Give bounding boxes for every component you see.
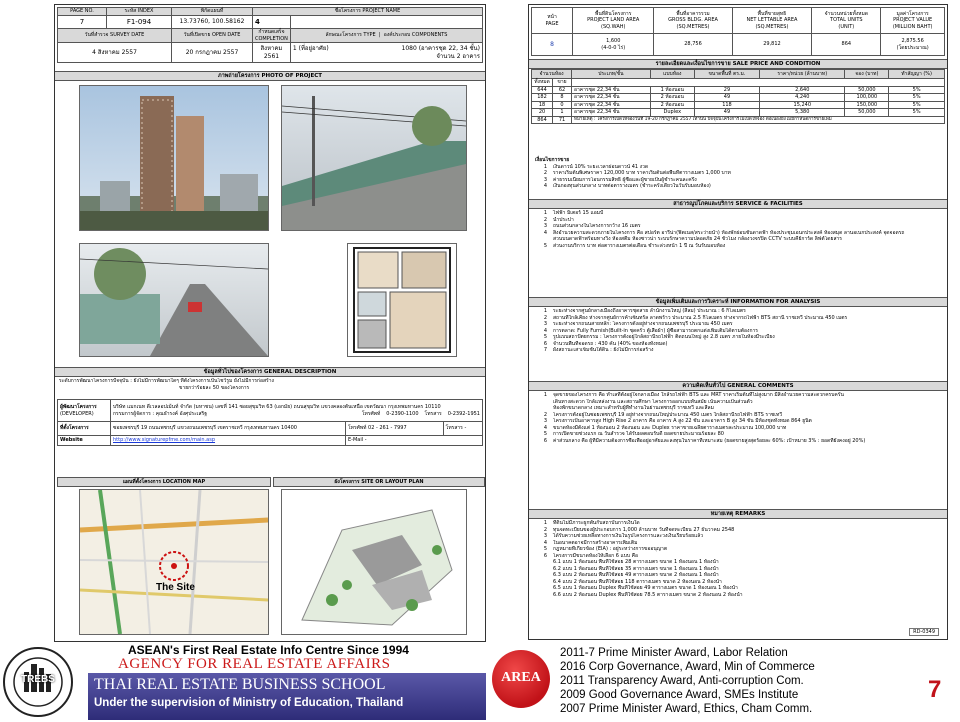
sale-h-booking: จอง (บาท) bbox=[845, 70, 889, 79]
sale-cell: Duplex bbox=[650, 109, 694, 117]
open-date-label: วันที่เปิดขาย OPEN DATE bbox=[172, 29, 253, 43]
remarks-section-title: หมายเหตุ REMARKS bbox=[529, 509, 947, 519]
info-text: การตลาด: Fully Furnish(Built-in ชุดครัว ตู้เสื้อผ้า) ผู้ซื้อสามารถตกแต่งเพิ่มเติมได้ตามต้องการ bbox=[553, 327, 758, 334]
remark-text: โครงการมีขนาดห้องให้เลือก 6 แบบ คือ bbox=[553, 552, 639, 559]
service-text: ถนนส่วนกลางในโครงการกว้าง 16 เมตร bbox=[553, 223, 641, 229]
sale-row bbox=[532, 94, 945, 102]
survey-date-value: 4 สิงหาคม 2557 bbox=[58, 43, 172, 63]
website-link[interactable]: http://www.signaturepfme.com/main.asp bbox=[113, 437, 216, 444]
sale-cell: 100,000 bbox=[845, 94, 889, 102]
sale-cell: 50,000 bbox=[845, 86, 889, 94]
sale-cell: 182 bbox=[532, 94, 553, 102]
layout-plan-title: ผังโครงการ SITE OR LAYOUT PLAN bbox=[273, 477, 485, 487]
photo-section-title: ภาพถ่ายโครงการ PHOTO OF PROJECT bbox=[55, 71, 485, 81]
summary-net-value: 29,812 bbox=[732, 34, 812, 56]
tel-label: โทรศัพท์ bbox=[361, 410, 381, 417]
developer-label-en: (DEVELOPER) bbox=[60, 410, 94, 417]
location-map-drawing bbox=[80, 490, 268, 634]
header-table: PAGE NO. ระหัส INDEX พิกัดแผนที่ ชื่อโครงการ PROJECT NAME 7 F1-094 13.73760, 100.58162 4 วันที่สำรวจ SURVEY DATE วันที่เปิดขาย OPEN DATE กำหนดเสร็จ COMPLETION ลักษณะโครงการ TYPE | องค์ประกอบ COMPONENTS 4 สิงหาคม 2557 20 กรกฎาคม 2557 สิงหาคม 2561 1 (ที่อยู่อาศัย) 1080 (อาคารชุด 22, 34 ชั้น) จำนวน 2 อาคาร bbox=[57, 7, 483, 63]
sale-cell: อาคารชุด 22,34 ชั้น bbox=[572, 101, 651, 109]
sale-sub-total: ทั้งหมด bbox=[532, 79, 553, 87]
general-intro: ระดับการพัฒนาโครงการปัจจุบัน : ยังไม่มีการพัฒนาใดๆ ที่ตั้งโครงการเป็นโชว์รูม ยังไม่มีการก่อสร้าง bbox=[59, 378, 274, 384]
remark-sub-text: 6.3 แบบ 2 ห้องนอน พื้นที่ใช้สอย 49 ตารางเมตร ขนาด 2 ห้องนอน 1 ห้องน้ำ bbox=[553, 572, 719, 578]
remark-sub-text: 6.1 แบบ 1 ห้องนอน พื้นที่ใช้สอย 28 ตารางเมตร ขนาด 1 ห้องนอน 1 ห้องน้ำ bbox=[553, 559, 719, 565]
list-item: 3 ระยะห่างจากถนนสายหลัก: โครงการตั้งอยู่ห่างจากถนนเพชรบุรี ประมาณ 450 เมตร bbox=[543, 321, 733, 327]
components-value: 1080 (อาคารชุด 22, 34 ชั้น) bbox=[401, 45, 480, 52]
completion-label: กำหนดเสร็จ COMPLETION bbox=[253, 29, 291, 43]
awards-list bbox=[560, 646, 815, 716]
remark-sub-text: 6.4 แบบ 2 ห้องนอน พื้นที่ใช้สอย 118 ตารางเมตร ขนาด 2 ห้องนอน 2 ห้องน้ำ bbox=[553, 578, 722, 585]
list-item: 3 ได้รับความช่วยเหลือทางการเงินในรูปโครงการและวงเงินเรียบร้อยแล้ว bbox=[543, 533, 704, 539]
comment-text: เดินทางสะดวก ใกล้แหล่งงาน และสถานศึกษา โครงการออกแบบทันสมัย เน้นความเป็นส่วนตัว bbox=[553, 398, 753, 405]
coords-value: 13.73760, 100.58162 bbox=[172, 16, 253, 29]
sale-cell: 2 ห้องนอน bbox=[650, 101, 694, 109]
info-section-title: ข้อมูลเพิ่มเติมและการวิเคราะห์ INFORMATION FOR ANALYSIS bbox=[529, 297, 947, 307]
summary-units-value: 864 bbox=[812, 34, 881, 56]
tel-value: 0-2390-1100 bbox=[386, 410, 419, 417]
condition-text: เงินกองทุนส่วนกลาง บาทต่อตารางเมตร (ชำระครั้งเดียวในวันรับมอบห้อง) bbox=[553, 183, 711, 189]
sale-cell: 2 ห้องนอน bbox=[650, 94, 694, 102]
street-illustration bbox=[282, 86, 466, 230]
developer-label: ผู้พัฒนาโครงการ bbox=[60, 404, 97, 410]
supervision-line: Under the supervision of Ministry of Education, Thailand bbox=[94, 697, 404, 709]
components-label: องค์ประกอบ COMPONENTS bbox=[383, 32, 448, 39]
list-item: 1 เงินดาวน์ 10% ระยะเวลาผ่อนดาวน์ 41 งวด bbox=[543, 163, 649, 170]
list-item: 3 โครงการเป็นอาคารสูง High Rise 2 อาคาร คือ อาคาร A สูง 22 ชั้น และอาคาร B สูง 34 ชั้น มีห้องชุดทั้งหมด 864 ยูนิต bbox=[543, 418, 812, 424]
remark-text: ในอนาคตอาจมีการสร้างอาคารเพิ่มเติม bbox=[553, 539, 638, 546]
list-item: 1 จุดขายของโครงการ คือ ทำเลที่ตั้งอยู่ใจกลางเมือง ใกล้รถไฟฟ้า BTS และ MRT ราคาเริ่มต้นที่ไม่สูงมาก มีสิ่งอำนวยความสะดวกครบครัน bbox=[543, 392, 844, 398]
condition-title: เงื่อนไขการขาย bbox=[535, 157, 570, 163]
sale-cell: 118 bbox=[694, 101, 759, 109]
award-item: 2007 Prime Minister Award, Ethics, Cham Comm. bbox=[560, 703, 813, 715]
comment-text: ค่าส่วนกลาง คือ ผู้ที่มีความต้องการซื้อเพื่ออยู่อาศัยและลงทุนในราคาที่เหมาะสม (ยอดขายสูงสุดร้อยละ 60%: เป้าหมาย 3% : ยอดที่ยังคงอยู่ 20%) bbox=[553, 437, 866, 444]
summary-h-value-unit: (MILLION BAHT) bbox=[892, 23, 933, 30]
index-label: ระหัส INDEX bbox=[107, 8, 172, 16]
summary-land-value: 1,600 bbox=[606, 38, 621, 44]
list-item: 4 การตลาด: Fully Furnish(Built-in ชุดครัว ตู้เสื้อผ้า) ผู้ซื้อสามารถตกแต่งเพิ่มเติมได้ตามต้องการ bbox=[543, 327, 758, 334]
sale-cell: 5,380 bbox=[760, 109, 845, 117]
comment-text: โครงการตั้งอยู่ในซอยเพชรบุรี 19 อยู่ห่างจากถนนใหญ่ประมาณ 450 เมตร ใกล้สถานีรถไฟฟ้า BTS ราชเทวี bbox=[553, 411, 783, 418]
info-text: รูปแบบสถาปัตยกรรม : โครงการตั้งอยู่ใกล้สถานีรถไฟฟ้า ติดถนนใหญ่ สูง 2.8 เมตร ภายในห้องมีระเบียง bbox=[553, 334, 775, 340]
sale-row bbox=[532, 109, 945, 117]
list-item: 5 รูปแบบสถาปัตยกรรม : โครงการตั้งอยู่ใกล้สถานีรถไฟฟ้า ติดถนนใหญ่ สูง 2.8 เมตร ภายในห้องมีระเบียง bbox=[543, 334, 775, 340]
summary-h-land-th: พื้นที่ดินโครงการ bbox=[595, 10, 632, 17]
remark-sub-text: 6.2 แบบ 1 ห้องนอน พื้นที่ใช้สอย 35 ตารางเมตร ขนาด 1 ห้องนอน 1 ห้องน้ำ bbox=[553, 565, 719, 572]
comment-text: โครงการเป็นอาคารสูง High Rise 2 อาคาร คือ อาคาร A สูง 22 ชั้น และอาคาร B สูง 34 ชั้น มีห้องชุดทั้งหมด 864 ยูนิต bbox=[553, 418, 812, 424]
list-item: 4 ขนาดห้องมีตั้งแต่ 1 ห้องนอน 2 ห้องนอน และ Duplex ราคาขายเฉลี่ยตารางเมตรละประมาณ 100,000 บาท bbox=[543, 424, 787, 431]
sale-row bbox=[532, 101, 945, 109]
floor-plan-drawing bbox=[348, 244, 456, 356]
general-section-title: ข้อมูลทั่วไปของโครงการ GENERAL DESCRIPTION bbox=[55, 367, 485, 377]
sale-section-title: รายละเอียดและเงื่อนไขการขาย SALE PRICE AND CONDITION bbox=[529, 59, 947, 69]
developer-director: กรรมการผู้จัดการ : คุณธำรงค์ อังศุประเสริฐ bbox=[113, 410, 207, 417]
service-text: น้ำประปา bbox=[553, 216, 574, 223]
list-item: 2 น้ำประปา bbox=[543, 216, 574, 223]
website-label: Website bbox=[58, 436, 111, 446]
email-value: - bbox=[364, 437, 367, 444]
sale-sub-sold: ขาย bbox=[553, 79, 572, 87]
site-tel-value: 02 - 261 - 7997 bbox=[368, 425, 407, 432]
remark-text: ทุนจดทะเบียนของผู้ประกอบการ 1,000 ล้านบาท วันที่จดทะเบียน 27 ธันวาคม 2548 bbox=[553, 526, 735, 533]
award-item: 2009 Good Governance Award, SMEs Institute bbox=[560, 689, 799, 701]
info-text: ระยะห่างจากศูนย์กลางเมืองถึงอาคารชุดสาย ลำนักงานใหญ่ (สีลม) ประมาณ : 6 กิโลเมตร bbox=[553, 308, 746, 314]
survey-date-label: วันที่สำรวจ SURVEY DATE bbox=[58, 29, 172, 43]
site-office-value: ซอยเพชรบุรี 19 ถนนเพชรบุรี แขวงถนนเพชรบุรี เขตราชเทวี กรุงเทพมหานคร 10400 bbox=[111, 422, 346, 436]
the-site-label: The Site bbox=[156, 582, 195, 593]
sale-cell: 5% bbox=[889, 101, 945, 109]
school-banner bbox=[88, 673, 486, 720]
sale-cell: 150,000 bbox=[845, 101, 889, 109]
summary-land-sub: (4-0-0 ไร่) bbox=[601, 44, 626, 51]
trebs-logo bbox=[2, 646, 74, 718]
list-item: 3 ถนนส่วนกลางในโครงการกว้าง 16 เมตร bbox=[543, 223, 641, 229]
summary-gross-value: 28,756 bbox=[654, 34, 732, 56]
remark-sub-text: 6.6 แบบ 2 ห้องนอน Duplex พื้นที่ใช้สอย 78.5 ตารางเมตร ขนาด 2 ห้องนอน 2 ห้องน้ำ bbox=[553, 591, 743, 598]
right-survey-sheet bbox=[528, 4, 948, 640]
remark-sub-text: 6.5 แบบ 1 ห้องนอน Duplex พื้นที่ใช้สอย 49 ตารางเมตร ขนาด 1 ห้องนอน 1 ห้องน้ำ bbox=[553, 585, 738, 591]
site-street-photo bbox=[281, 85, 467, 231]
list-item: 6 จำนวนพื้นที่จอดรถ : 430 คัน (40% ของห้องทั้งหมด) bbox=[543, 340, 668, 347]
list-item: 2 โครงการตั้งอยู่ในซอยเพชรบุรี 19 อยู่ห่างจากถนนใหญ่ประมาณ 450 เมตร ใกล้สถานีรถไฟฟ้า BTS ราชเทวี bbox=[543, 411, 783, 418]
sale-cell: 5% bbox=[889, 94, 945, 102]
sale-h-contract: ทำสัญญา (%) bbox=[889, 70, 945, 79]
comment-text: การเปิดขายช่วงแรก ณ วันสำรวจ ได้รับผลตอบรับดี ยอดขายประมาณร้อยละ 80 bbox=[553, 431, 724, 437]
components-count: จำนวน 2 อาคาร bbox=[436, 52, 480, 60]
summary-h-units-th: จำนวนหน่วยทั้งหมด bbox=[824, 10, 869, 17]
list-item: 2 ราคาเริ่มต้นพิเศษราคา 120,000 บาท ราคาเริ่มต้นต่อพื้นที่ตารางเมตร 1,000 บาท bbox=[543, 170, 731, 176]
site-layout-plan bbox=[281, 489, 467, 635]
open-date-value: 20 กรกฎาคม 2557 bbox=[172, 43, 253, 63]
comment-text: ห้องพักขนาดกลาง เหมาะสำหรับผู้ที่ทำงานในย่านเพชรบุรี ราชเทวี และสีลม bbox=[553, 405, 714, 411]
sale-cell: 62 bbox=[553, 86, 572, 94]
list-item: 5 การเปิดขายช่วงแรก ณ วันสำรวจ ได้รับผลตอบรับดี ยอดขายประมาณร้อยละ 80 bbox=[543, 431, 724, 437]
condition-text: ราคาเริ่มต้นพิเศษราคา 120,000 บาท ราคาเริ่มต้นต่อพื้นที่ตารางเมตร 1,000 บาท bbox=[553, 170, 731, 176]
site-fax-label: โทรสาร bbox=[445, 425, 463, 432]
site-office-label: ที่ตั้งโครงการ bbox=[58, 422, 111, 436]
sale-cell: 50,000 bbox=[845, 109, 889, 117]
service-section-title: สาธารณูปโภคและบริการ SERVICE & FACILITIES bbox=[529, 199, 947, 209]
area-logo-text: AREA bbox=[501, 670, 541, 685]
fax-label: โทรสาร bbox=[424, 410, 442, 417]
completion-value: สิงหาคม 2561 bbox=[253, 43, 291, 63]
remark-text: ที่ดินไม่มีภาระผูกพันกับสถาบันการเงินใด bbox=[553, 520, 640, 526]
summary-table bbox=[531, 7, 945, 56]
developer-company: บริษัท แมกเนท ดีเวลลอปเม้นท์ จำกัด (มหาชน) เลขที่ 141 ซอยสุขุมวิท 63 (เอกมัย) ถนนสุขุมวิท แขวงคลองตันเหนือ เขตวัฒนา กรุงเทพมหานคร 10110 bbox=[113, 404, 441, 410]
sale-cell: 0 bbox=[553, 101, 572, 109]
list-item bbox=[535, 592, 941, 599]
sale-h-type: ประเภท/ชั้น bbox=[572, 70, 651, 79]
site-fax-value: - bbox=[464, 425, 467, 432]
list-item: 1 ระยะห่างจากศูนย์กลางเมืองถึงอาคารชุดสาย ลำนักงานใหญ่ (สีลม) ประมาณ : 6 กิโลเมตร bbox=[543, 308, 746, 314]
sale-cell: 8 bbox=[553, 94, 572, 102]
list-item: 3 ค่าธรรมเนียมการโอนกรรมสิทธิ์ ผู้ซื้อและผู้ขายเป็นผู้ชำระคนละครึ่ง bbox=[543, 176, 697, 183]
unit-floor-plan bbox=[347, 243, 457, 357]
site-tel-label: โทรศัพท์ bbox=[348, 425, 367, 432]
location-map bbox=[79, 489, 269, 635]
sale-table bbox=[531, 69, 945, 124]
sale-cell: 29 bbox=[694, 86, 759, 94]
sale-cell: 20 bbox=[532, 109, 553, 117]
slide-page-number: 7 bbox=[928, 676, 942, 703]
coords-label: พิกัดแผนที่ bbox=[172, 8, 253, 16]
summary-h-land-en: PROJECT LAND AREA bbox=[587, 17, 640, 24]
sale-cell: 4,240 bbox=[760, 94, 845, 102]
project-tower-render bbox=[79, 85, 269, 231]
sale-h-size: ขนาดพื้นที่ ตร.ม. bbox=[694, 70, 759, 79]
sale-row bbox=[532, 86, 945, 94]
list-item: 5 ส่วนงานบริการ บาท ต่อตารางเมตรต่อเดือน ชำระล่วงหน้า 1 ปี ณ วันรับมอบห้อง bbox=[543, 242, 726, 249]
general-intro-2: ขายกว่าร้อยละ 50 ของโครงการ bbox=[179, 384, 250, 391]
award-item: 2011 Transparency Award, Anti-corruption Com. bbox=[560, 675, 804, 687]
condition-text: ค่าธรรมเนียมการโอนกรรมสิทธิ์ ผู้ซื้อและผู้ขายเป็นผู้ชำระคนละครึ่ง bbox=[553, 176, 697, 183]
summary-h-gross-th: พื้นที่อาคารรวม bbox=[676, 10, 710, 17]
sale-cell: 2,640 bbox=[760, 86, 845, 94]
info-text: ระยะห่างจากถนนสายหลัก: โครงการตั้งอยู่ห่างจากถนนเพชรบุรี ประมาณ 450 เมตร bbox=[553, 321, 733, 327]
summary-h-land-unit: (SQ.WAH) bbox=[601, 23, 626, 30]
sale-h-rooms: จำนวนห้อง bbox=[532, 70, 572, 79]
sale-cell: 18 bbox=[532, 101, 553, 109]
list-item: 6 ค่าส่วนกลาง คือ ผู้ที่มีความต้องการซื้อเพื่ออยู่อาศัยและลงทุนในราคาที่เหมาะสม (ยอดขายสูงสุดร้อยละ 60%: เป้าหมาย 3% : ยอดที่ยังคงอยู่ 20%) bbox=[543, 437, 866, 444]
list-item: 6 โครงการมีขนาดห้องให้เลือก 6 แบบ คือ bbox=[543, 552, 639, 559]
type-label: ลักษณะโครงการ TYPE bbox=[325, 32, 376, 39]
type-value: 1 (ที่อยู่อาศัย) bbox=[292, 45, 329, 52]
developer-table bbox=[57, 399, 483, 446]
summary-h-units-unit: (UNIT) bbox=[838, 23, 855, 30]
summary-h-gross-en: GROSS BLDG. AREA bbox=[668, 17, 718, 24]
sale-cell: 644 bbox=[532, 86, 553, 94]
sale-total-row bbox=[532, 116, 945, 124]
index-value: F1-094 bbox=[107, 16, 172, 29]
summary-project-value-sub: (โดยประมาณ) bbox=[896, 44, 929, 51]
sale-cell: 5% bbox=[889, 109, 945, 117]
summary-h-units-en: TOTAL UNITS bbox=[830, 17, 863, 24]
info-text: จำนวนพื้นที่จอดรถ : 430 คัน (40% ของห้องทั้งหมด) bbox=[553, 340, 668, 347]
summary-h-net-en: NET LETTABLE AREA bbox=[746, 17, 798, 24]
award-item: 2016 Corp Governance, Award, Min of Commerce bbox=[560, 661, 815, 673]
road-illustration bbox=[80, 244, 268, 356]
access-road-photo bbox=[79, 243, 269, 357]
page-label: PAGE NO. bbox=[58, 8, 107, 16]
list-item: 4 สิ่งอำนวยความสะดวกภายในโครงการ คือ สปอร์ต อารีน่า(ฟิตเนส/สระว่ายน้ำ) ห้องพักผ่อนชั้นดาดฟ้า ห้องประชุมเอนกประสงค์ ห้องสมุด ลานอเนกประสงค์ จุดจอดรถ bbox=[543, 229, 905, 236]
list-item: 7 ผังสถานะเสาเข็มชั้นใต้ดิน : ยังไม่มีการก่อสร้าง bbox=[543, 347, 654, 353]
summary-h-page-en: PAGE bbox=[545, 20, 559, 27]
sale-cell: อาคารชุด 22,34 ชั้น bbox=[572, 86, 651, 94]
sale-cell: 49 bbox=[694, 94, 759, 102]
comment-text: จุดขายของโครงการ คือ ทำเลที่ตั้งอยู่ใจกลางเมือง ใกล้รถไฟฟ้า BTS และ MRT ราคาเริ่มต้นที่ไม่สูงมาก มีสิ่งอำนวยความสะดวกครบครัน bbox=[553, 392, 844, 398]
comments-section-title: ความคิดเห็นทั่วไป GENERAL COMMENTS bbox=[529, 381, 947, 391]
summary-project-value: 2,875.56 bbox=[901, 38, 924, 44]
list-item: 5 กฎหมายที่เกี่ยวข้อง (EIA) : อยู่ระหว่างการขออนุญาต bbox=[543, 546, 668, 552]
list-item: 2 สถานที่ใกล้เคียง ห่างจากศูนย์การค้าเซ็นทรัล ลาดพร้าว ประมาณ 2.5 กิโลเมตร ห่างจากรถไฟฟ้า BTS สถานี ราชเทวี ประมาณ 450 เมตร bbox=[543, 314, 848, 321]
sale-cell: 15,240 bbox=[760, 101, 845, 109]
list-item: 2 ทุนจดทะเบียนของผู้ประกอบการ 1,000 ล้านบาท วันที่จดทะเบียน 27 ธันวาคม 2548 bbox=[543, 526, 735, 533]
sale-cell: 5% bbox=[889, 86, 945, 94]
sale-cell: อาคารชุด 22,34 ชั้น bbox=[572, 109, 651, 117]
award-item: 2011-7 Prime Minister Award, Labor Relation bbox=[560, 647, 788, 659]
email-label: E-Mail bbox=[348, 437, 364, 444]
list-item: 4 เงินกองทุนส่วนกลาง บาทต่อตารางเมตร (ชำระครั้งเดียวในวันรับมอบห้อง) bbox=[543, 183, 711, 189]
summary-page-value: 8 bbox=[532, 34, 573, 56]
list-item: 1 ที่ดินไม่มีภาระผูกพันกับสถาบันการเงินใด bbox=[543, 520, 640, 526]
summary-h-page-th: หน้า bbox=[547, 14, 557, 20]
sale-h-layout: แบบห้อง bbox=[650, 70, 694, 79]
sale-cell: 1 ห้องนอน bbox=[650, 86, 694, 94]
doc-code: RD-0349 bbox=[909, 628, 939, 637]
sale-total-units: 864 bbox=[532, 116, 553, 124]
comment-text: ขนาดห้องมีตั้งแต่ 1 ห้องนอน 2 ห้องนอน และ Duplex ราคาขายเฉลี่ยตารางเมตรละประมาณ 100,000 บาท bbox=[553, 424, 787, 431]
summary-h-net-th: พื้นที่ขายสุทธิ bbox=[757, 10, 787, 17]
info-text: ผังสถานะเสาเข็มชั้นใต้ดิน : ยังไม่มีการก่อสร้าง bbox=[553, 347, 654, 353]
trebs-logo-text: TREBS bbox=[21, 674, 55, 685]
project-name-label: ชื่อโครงการ PROJECT NAME bbox=[253, 8, 483, 16]
fax-value: 0-2392-1951 bbox=[447, 410, 480, 417]
sale-note: หมายเหตุ : โครงการเปิดให้จองวันที่ 19-20 กรกฎาคม 2557 เท่านั้น ปัจจุบันโครงการไม่เปิดให้จอง ต่อเนื่องยังไม่มีกำหนดการขายเพิ่ม bbox=[572, 116, 945, 124]
remark-text: กฎหมายที่เกี่ยวข้อง (EIA) : อยู่ระหว่างการขออนุญาต bbox=[553, 546, 668, 552]
school-name: THAI REAL ESTATE BUSINESS SCHOOL bbox=[94, 676, 386, 693]
tower-illustration bbox=[80, 86, 268, 230]
summary-h-gross-unit: (SQ.METRES) bbox=[676, 23, 710, 30]
site-marker-dot bbox=[171, 563, 177, 569]
list-item: 1 ไฟฟ้า มิเตอร์ 15 แอมป์ bbox=[543, 210, 604, 216]
info-text: สถานที่ใกล้เคียง ห่างจากศูนย์การค้าเซ็นทรัล ลาดพร้าว ประมาณ 2.5 กิโลเมตร ห่างจากรถไฟฟ้า BTS สถานี ราชเทวี ประมาณ 450 เมตร bbox=[553, 314, 848, 321]
sale-cell: อาคารชุด 22,34 ชั้น bbox=[572, 94, 651, 102]
footer-banner bbox=[88, 643, 486, 720]
list-item: 4 ในอนาคตอาจมีการสร้างอาคารเพิ่มเติม bbox=[543, 539, 638, 546]
asean-tagline: ASEAN's First Real Estate Info Centre Since 1994 bbox=[128, 643, 409, 657]
survey-num-value: 4 bbox=[253, 16, 291, 29]
sale-total-sold: 71 bbox=[553, 116, 572, 124]
summary-h-net-unit: (SQ.METRES) bbox=[755, 23, 789, 30]
page-value: 7 bbox=[58, 16, 107, 29]
layout-plan-drawing bbox=[282, 490, 466, 634]
agency-name: AGENCY FOR REAL ESTATE AFFAIRS bbox=[118, 656, 391, 672]
area-logo bbox=[492, 650, 550, 708]
condition-text: เงินดาวน์ 10% ระยะเวลาผ่อนดาวน์ 41 งวด bbox=[553, 163, 649, 170]
service-text: สิ่งอำนวยความสะดวกภายในโครงการ คือ สปอร์ต อารีน่า(ฟิตเนส/สระว่ายน้ำ) ห้องพักผ่อนชั้นดาดฟ้า ห้องประชุมเอนกประสงค์ ห้องสมุด ลานอเนกประสงค์ จุดจอดรถ bbox=[553, 229, 905, 236]
summary-h-value-en: PROJECT VALUE bbox=[893, 17, 933, 24]
service-text: ไฟฟ้า มิเตอร์ 15 แอมป์ bbox=[553, 210, 604, 216]
service-text: สวนบนดาดฟ้าพร้อมทางวิ่ง ห้องสตีม ห้องซาวน่า ระบบรักษาความปลอดภัย 24 ชั่วโมง กล้องวงจรปิด CCTV ระบบคีย์การ์ด ลิฟต์โดยสาร bbox=[553, 236, 842, 242]
location-map-title: แผนที่ตั้งโครงการ LOCATION MAP bbox=[57, 477, 271, 487]
summary-h-value-th: มูลค่าโครงการ bbox=[896, 10, 929, 17]
sale-h-price: ราคา/หน่วย (ล้านบาท) bbox=[760, 70, 845, 79]
sale-cell: 49 bbox=[694, 109, 759, 117]
sale-cell: 1 bbox=[553, 109, 572, 117]
service-text: ส่วนงานบริการ บาท ต่อตารางเมตรต่อเดือน ชำระล่วงหน้า 1 ปี ณ วันรับมอบห้อง bbox=[553, 242, 726, 249]
left-survey-sheet bbox=[54, 4, 486, 642]
remark-text: ได้รับความช่วยเหลือทางการเงินในรูปโครงการและวงเงินเรียบร้อยแล้ว bbox=[553, 533, 704, 539]
